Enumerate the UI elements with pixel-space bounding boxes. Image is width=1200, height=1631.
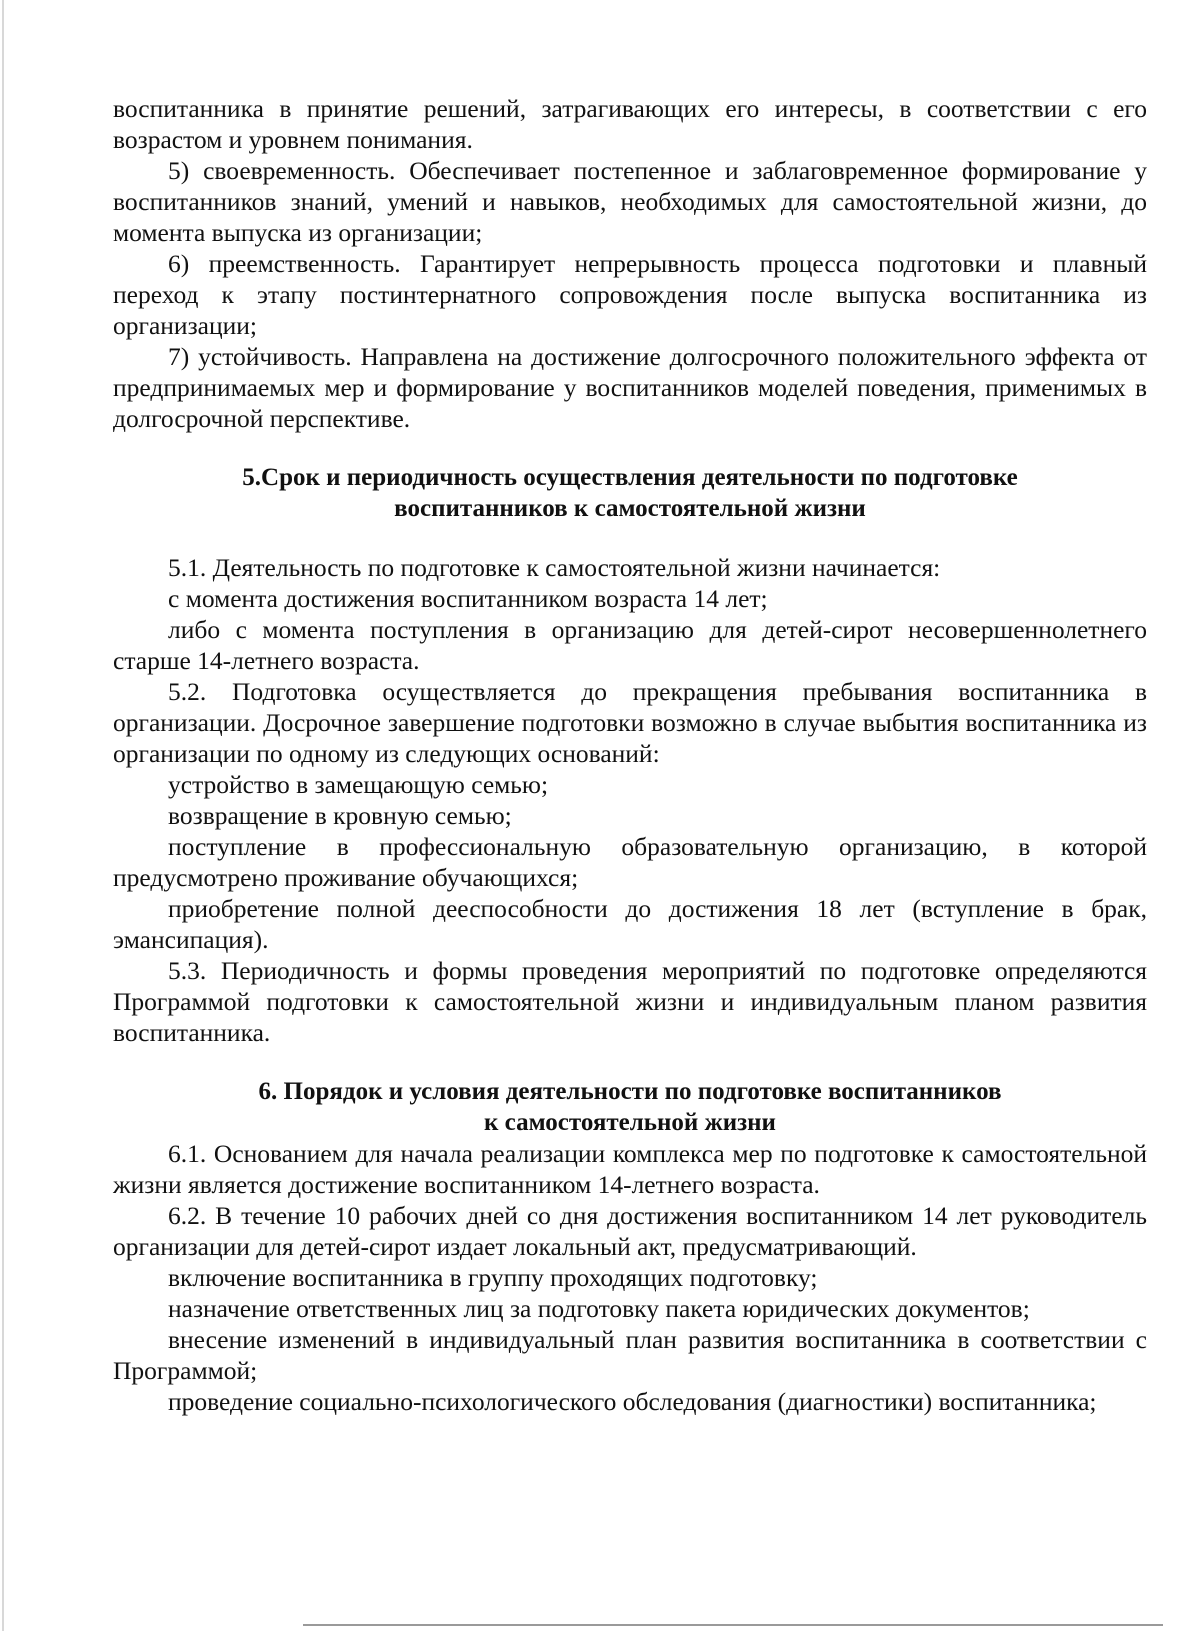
list-item-5-2-b: возвращение в кровную семью; [168, 801, 512, 830]
paragraph-6-1: 6.1. Основанием для начала реализации комплекса мер по подготовке к самостоятельной жизни является достижение воспитанником 14-летнего возраста. [113, 1139, 1147, 1199]
list-item-6-2-a: включение воспитанника в группу проходящих подготовку; [168, 1263, 818, 1292]
list-item-5-1-b: либо с момента поступления в организацию для детей-сирот несовершеннолетнего старше 14-летнего возраста. [113, 615, 1147, 675]
page-edge-shadow [2, 0, 4, 1631]
paragraph-5-3: 5.3. Периодичность и формы проведения мероприятий по подготовке определяются Программой подготовки к самостоятельной жизни и индивидуальным планом развития воспитанника. [113, 956, 1147, 1047]
paragraph-principle-7: 7) устойчивость. Направлена на достижение долгосрочного положительного эффекта от предпринимаемых мер и формирование у воспитанников моделей поведения, применимых в долгосрочной перспективе. [113, 342, 1147, 433]
list-item-6-2-c: внесение изменений в индивидуальный план развития воспитанника в соответствии с Программой; [113, 1325, 1147, 1385]
list-item-6-2-d: проведение социально-психологического обследования (диагностики) воспитанника; [168, 1387, 1097, 1416]
section-6-heading-line-2: к самостоятельной жизни [484, 1109, 776, 1136]
section-6-heading-line-1: 6. Порядок и условия деятельности по подготовке воспитанников [258, 1078, 1002, 1105]
paragraph-principle-6: 6) преемственность. Гарантирует непрерывность процесса подготовки и плавный переход к этапу постинтернатного сопровождения после выпуска воспитанника из организации; [113, 249, 1147, 340]
paragraph-continuation: воспитанника в принятие решений, затрагивающих его интересы, в соответствии с его возрастом и уровнем понимания. [113, 94, 1147, 154]
page-bottom-rule [303, 1624, 1163, 1626]
list-item-5-2-d: приобретение полной дееспособности до достижения 18 лет (вступление в брак, эмансипация). [113, 894, 1147, 954]
paragraph-6-2: 6.2. В течение 10 рабочих дней со дня достижения воспитанником 14 лет руководитель организации для детей-сирот издает локальный акт, предусматривающий. [113, 1201, 1147, 1261]
paragraph-5-2: 5.2. Подготовка осуществляется до прекращения пребывания воспитанника в организации. Досрочное завершение подготовки возможно в случае выбытия воспитанника из организации по одному из следующих оснований: [113, 677, 1147, 768]
spacer [113, 1048, 1147, 1076]
section-6-heading [113, 1076, 1147, 1138]
section-5-heading-line-2: воспитанников к самостоятельной жизни [394, 495, 866, 522]
list-item-5-2-a: устройство в замещающую семью; [168, 770, 549, 799]
list-item-5-2-c: поступление в профессиональную образовательную организацию, в которой предусмотрено проживание обучающихся; [113, 832, 1147, 892]
spacer [113, 524, 1147, 552]
spacer [113, 434, 1147, 462]
list-item-6-2-b: назначение ответственных лиц за подготовку пакета юридических документов; [168, 1294, 1030, 1323]
paragraph-principle-5: 5) своевременность. Обеспечивает постепенное и заблаговременное формирование у воспитанников знаний, умений и навыков, необходимых для самостоятельной жизни, до момента выпуска из организации; [113, 156, 1147, 247]
paragraph-5-1: 5.1. Деятельность по подготовке к самостоятельной жизни начинается: [168, 553, 941, 582]
document-body [113, 93, 1147, 1417]
section-5-heading-line-1: 5.Срок и периодичность осуществления деятельности по подготовке [242, 464, 1018, 491]
section-5-heading [113, 462, 1147, 524]
list-item-5-1-a: с момента достижения воспитанником возраста 14 лет; [168, 584, 768, 613]
